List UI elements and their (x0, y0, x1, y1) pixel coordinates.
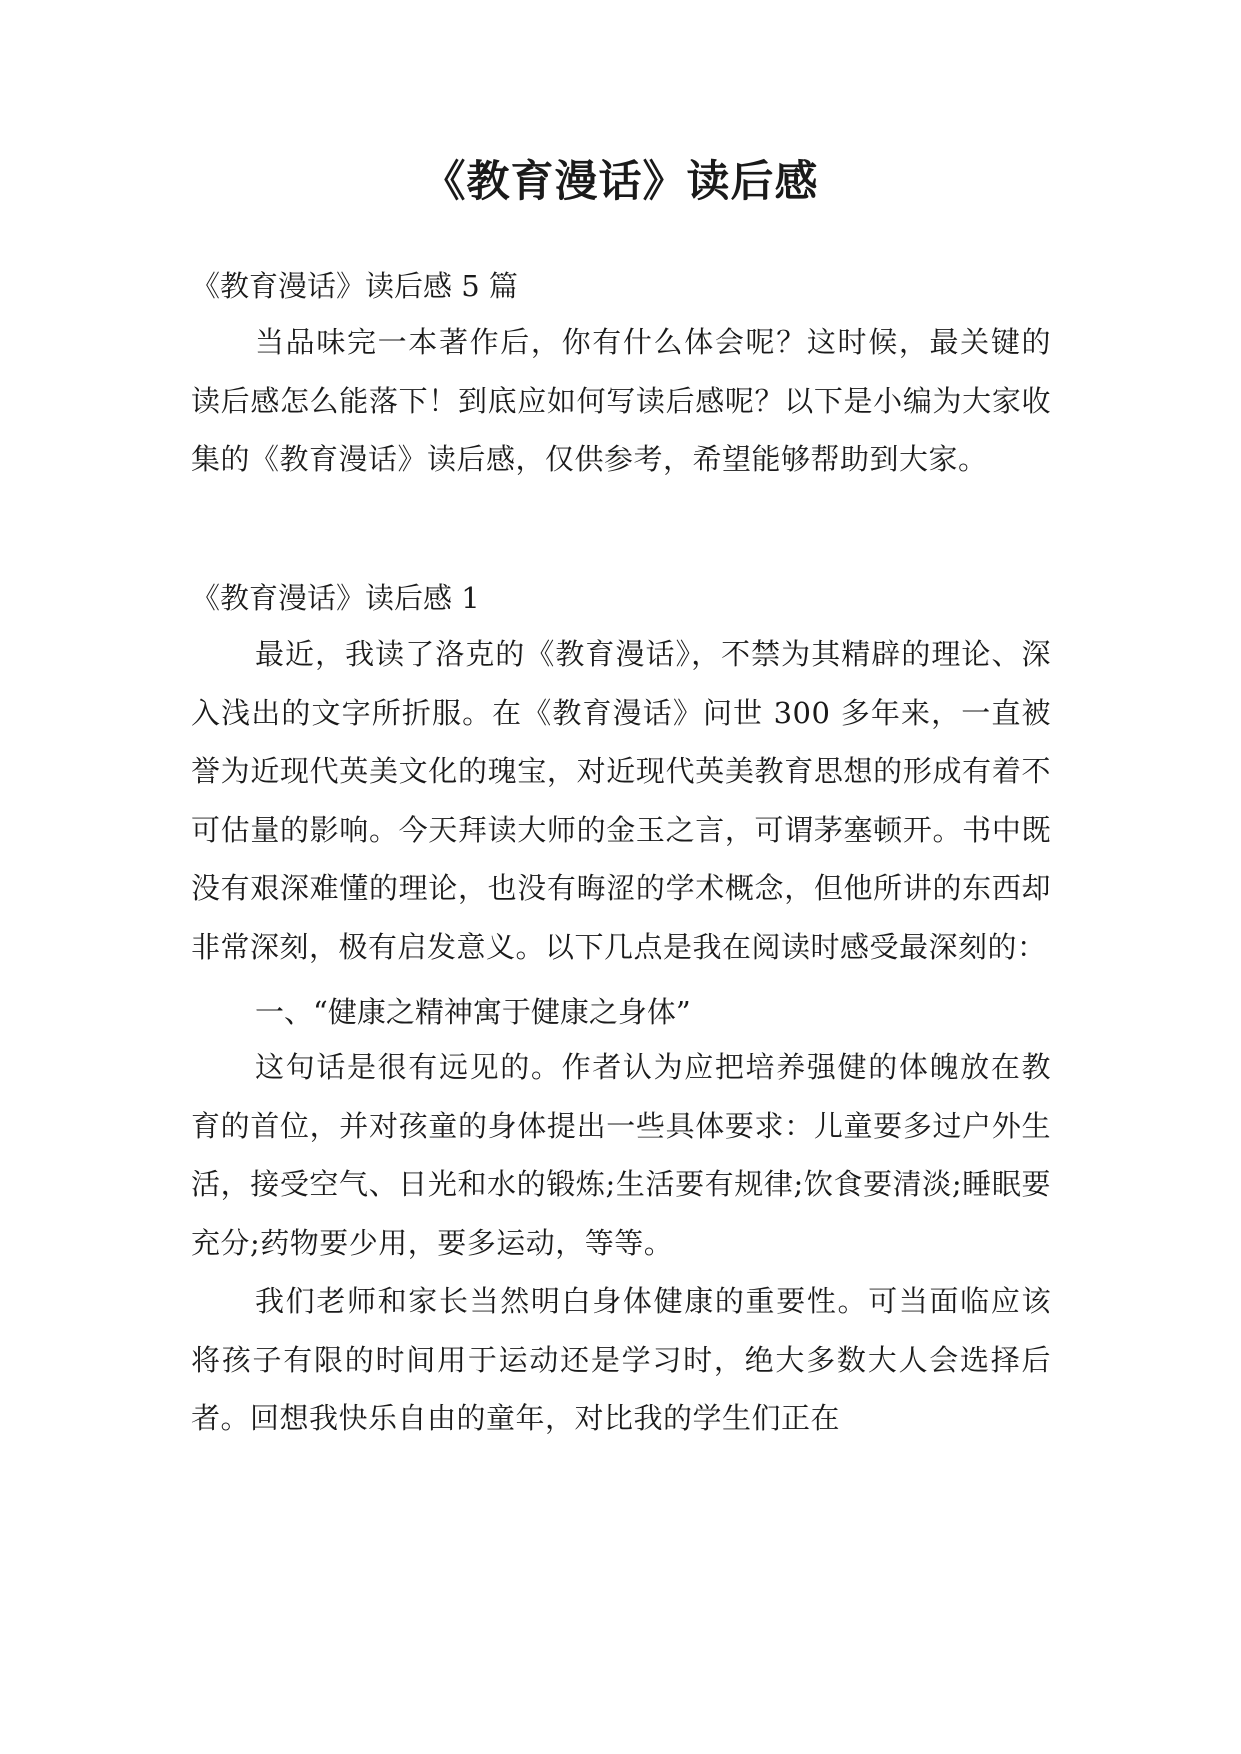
section-heading-1: 《教育漫话》读后感 1 (191, 581, 480, 615)
point1-paragraph-2: 我们老师和家长当然明白身体健康的重要性。可当面临应该将孩子有限的时间用于运动还是学习时，绝大多数大人会选择后者。回想我快乐自由的童年，对比我的学生们正在 (191, 1284, 1051, 1435)
document-title: 《教育漫话》读后感 (422, 157, 819, 207)
intro-paragraph: 当品味完一本著作后，你有什么体会呢？这时候，最关键的读后感怎么能落下！到底应如何写读后感呢？以下是小编为大家收集的《教育漫话》读后感，仅供参考，希望能够帮助到大家。 (191, 325, 1051, 476)
point-heading-1: 一、“健康之精神寓于健康之身体” (255, 995, 691, 1029)
section1-paragraph-1: 最近，我读了洛克的《教育漫话》，不禁为其精辟的理论、深入浅出的文字所折服。在《教育漫话》问世 300 多年来，一直被誉为近现代英美文化的瑰宝，对近现代英美教育思想的形成有着不可估量的影响。今天拜读大师的金玉之言，可谓茅塞顿开。书中既没有艰深难懂的理论，也没有晦涩的学术概念，但他所讲的东西却非常深刻，极有启发意义。以下几点是我在阅读时感受最深刻的： (191, 637, 1051, 964)
subtitle: 《教育漫话》读后感 5 篇 (191, 269, 518, 303)
point1-paragraph-1: 这句话是很有远见的。作者认为应把培养强健的体魄放在教育的首位，并对孩童的身体提出一些具体要求：儿童要多过户外生活，接受空气、日光和水的锻炼;生活要有规律;饮食要清淡;睡眠要充分;药物要少用，要多运动，等等。 (191, 1050, 1051, 1260)
